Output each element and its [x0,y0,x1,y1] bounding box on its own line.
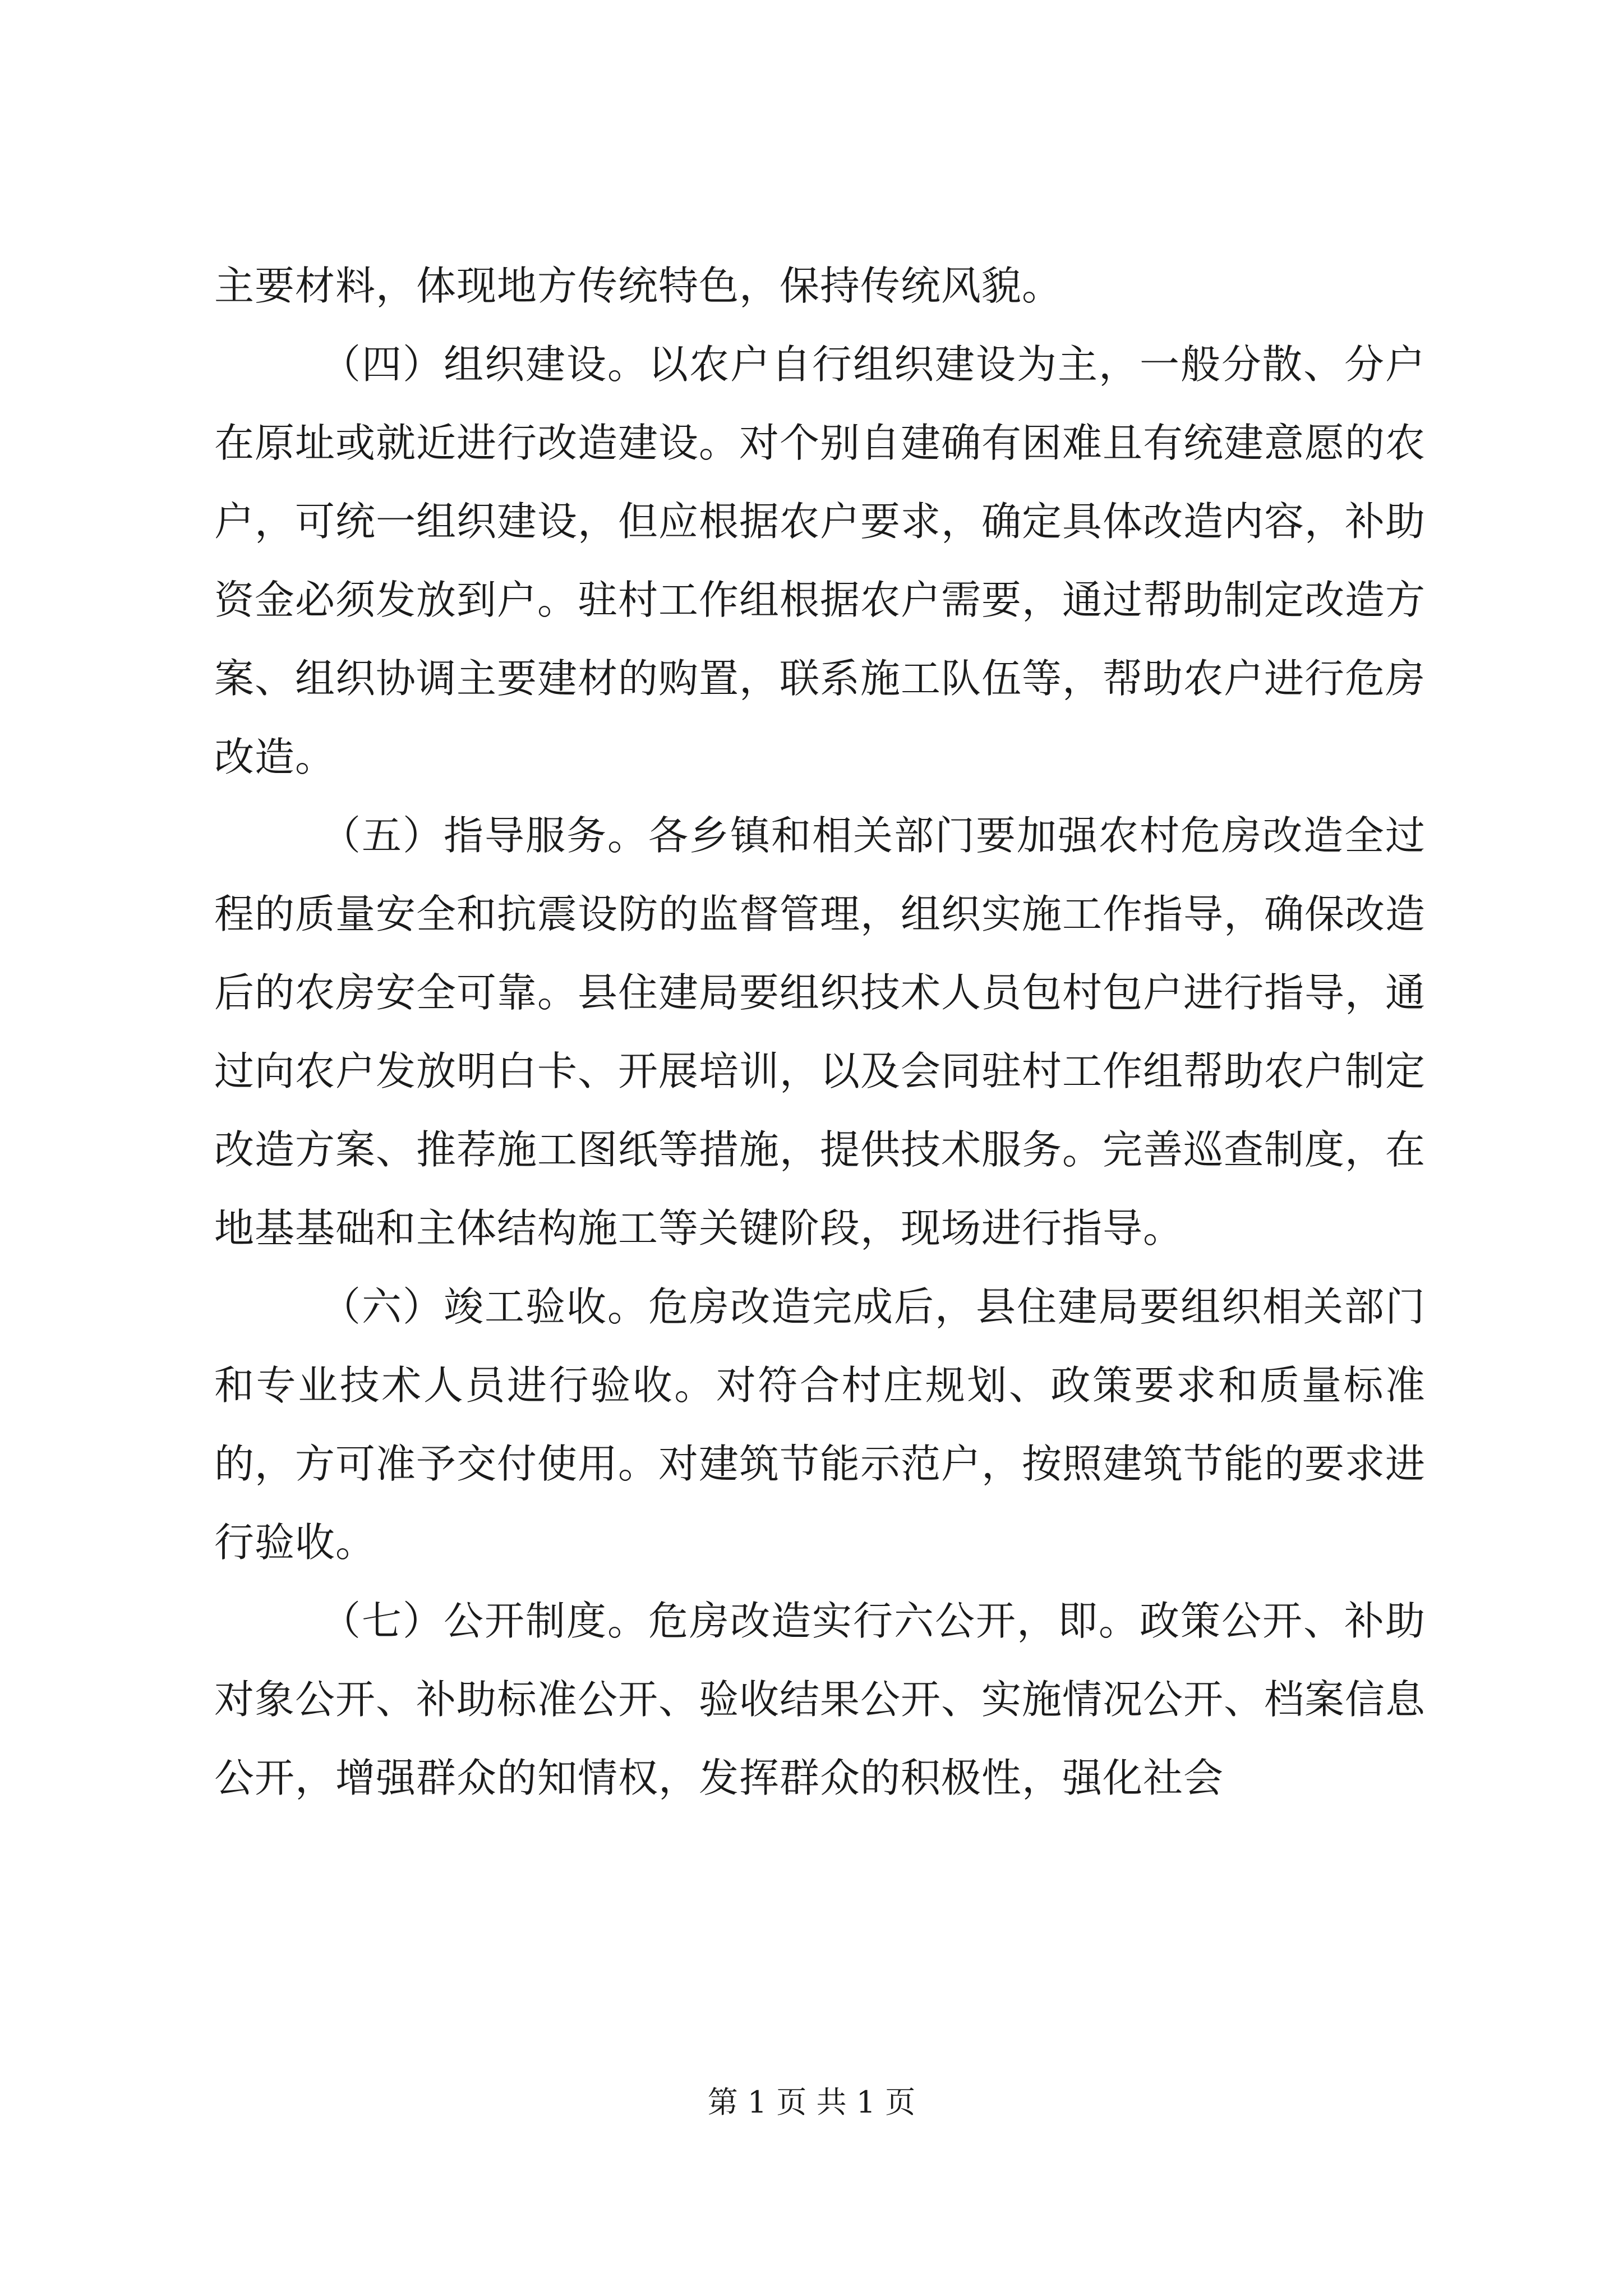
document-body [214,247,1426,1818]
paragraph-acceptance: （六）竣工验收。危房改造完成后，县住建局要组织相关部门和专业技术人员进行验收。对符合村庄规划、政策要求和质量标准的，方可准予交付使用。对建筑节能示范户，按照建筑节能的要求进行验收。 [214,1283,1426,1566]
paragraph-organization: （四）组织建设。以农户自行组织建设为主，一般分散、分户在原址或就近进行改造建设。对个别自建确有困难且有统建意愿的农户，可统一组织建设，但应根据农户要求，确定具体改造内容，补助资金必须发放到户。驻村工作组根据农户需要，通过帮助制定改造方案、组织协调主要建材的购置，联系施工队伍等，帮助农户进行危房改造。 [214,341,1426,780]
paragraph-continuation: 主要材料，体现地方传统特色，保持传统风貌。 [214,263,1063,309]
paragraph-disclosure: （七）公开制度。危房改造实行六公开，即。政策公开、补助对象公开、补助标准公开、验收结果公开、实施情况公开、档案信息公开，增强群众的知情权，发挥群众的积极性，强化社会 [214,1598,1426,1801]
paragraph-guidance: （五）指导服务。各乡镇和相关部门要加强农村危房改造全过程的质量安全和抗震设防的监督管理，组织实施工作指导，确保改造后的农房安全可靠。县住建局要组织技术人员包村包户进行指导，通过向农户发放明白卡、开展培训，以及会同驻村工作组帮助农户制定改造方案、推荐施工图纸等措施，提供技术服务。完善巡查制度，在地基基础和主体结构施工等关键阶段，现场进行指导。 [214,812,1426,1251]
page-footer: 第 1 页 共 1 页 [707,2085,916,2120]
